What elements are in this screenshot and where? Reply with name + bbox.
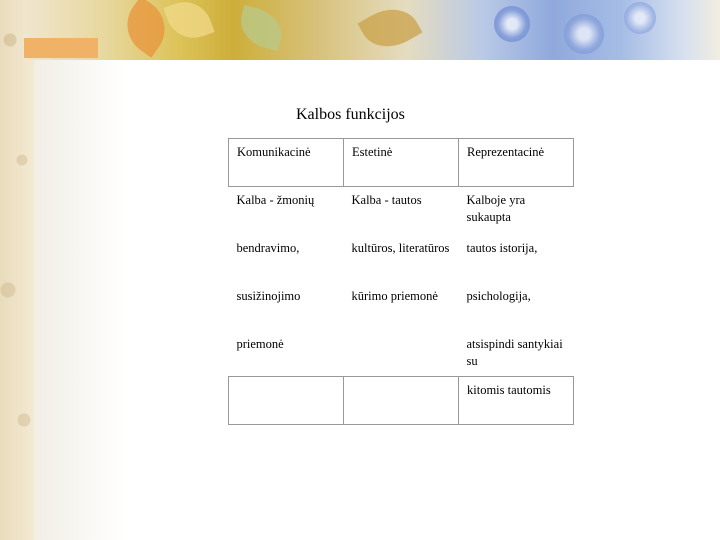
table-cell: kūrimo priemonė	[351, 288, 438, 303]
header-cell: Reprezentacinė	[459, 139, 574, 187]
table-cell	[344, 331, 459, 377]
slide-title: Kalbos funkcijos	[296, 106, 405, 123]
functions-table-wrapper	[228, 138, 574, 425]
leaf-decoration	[357, 0, 422, 58]
table-row	[229, 283, 574, 331]
table-cell: Kalba - tautos	[351, 193, 422, 207]
decorative-banner	[24, 0, 720, 60]
table-cell: susižinojimo	[236, 288, 301, 303]
table-cell: psichologija,	[466, 288, 531, 303]
accent-bar	[24, 38, 98, 58]
flower-decoration	[624, 2, 656, 34]
table-cell: atsispindi santykiai su	[466, 336, 563, 368]
table-cell: Kalba - žmonių	[236, 193, 315, 207]
flower-decoration	[564, 14, 604, 54]
table-row	[229, 377, 574, 425]
flower-decoration	[494, 6, 530, 42]
table-row	[229, 331, 574, 377]
table-cell: tautos istorija,	[466, 240, 538, 255]
header-cell: Komunikacinė	[229, 139, 344, 187]
header-cell: Estetinė	[344, 139, 459, 187]
table-cell	[229, 377, 344, 425]
functions-table	[228, 138, 574, 425]
table-cell: priemonė	[236, 336, 284, 351]
leaf-decoration	[235, 5, 287, 51]
table-header-row	[229, 139, 574, 187]
table-row	[229, 187, 574, 235]
parchment-border	[0, 0, 34, 540]
table-cell: kultūros, literatūros	[351, 240, 450, 255]
table-cell: Kalboje yra sukaupta	[466, 193, 526, 224]
table-row	[229, 235, 574, 283]
table-cell	[344, 377, 459, 425]
table-cell: kitomis tautomis	[459, 377, 574, 425]
leaf-decoration	[163, 0, 214, 46]
table-cell: bendravimo,	[236, 240, 300, 255]
